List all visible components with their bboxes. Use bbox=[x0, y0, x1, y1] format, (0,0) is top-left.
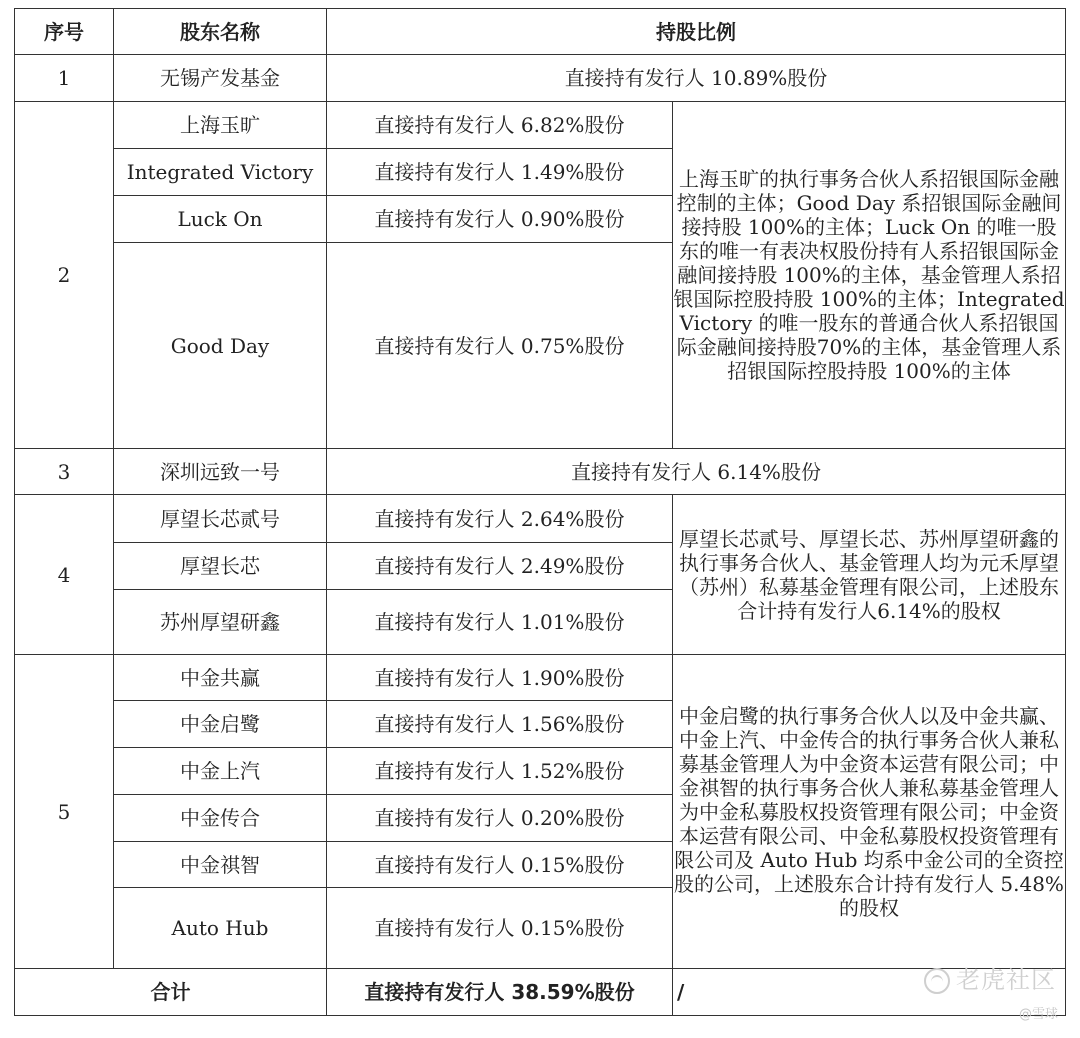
holding-ratio: 直接持有发行人 10.89%股份 bbox=[327, 55, 1066, 102]
shareholder-name: 中金启鹭 bbox=[114, 701, 327, 748]
total-note: / bbox=[673, 969, 1066, 1016]
header-ratio: 持股比例 bbox=[327, 9, 1066, 55]
group-note: 中金启鹭的执行事务合伙人以及中金共赢、中金上汽、中金传合的执行事务合伙人兼私募基金管理人为中金资本运营有限公司；中金祺智的执行事务合伙人兼私募基金管理人为中金私募股权投资管理有限公司；中金资本运营有限公司、中金私募股权投资管理有限公司及 Auto Hub 均系中金公司的全资控股的公司，上述股东合计持有发行人 5.48%的股权 bbox=[673, 655, 1066, 969]
row-no: 1 bbox=[15, 55, 114, 102]
row-no: 2 bbox=[15, 102, 114, 449]
holding-ratio: 直接持有发行人 0.75%股份 bbox=[327, 243, 673, 449]
group-note: 厚望长芯贰号、厚望长芯、苏州厚望研鑫的执行事务合伙人、基金管理人均为元禾厚望（苏州）私募基金管理有限公司，上述股东合计持有发行人6.14%的股权 bbox=[673, 495, 1066, 655]
total-label: 合计 bbox=[15, 969, 327, 1016]
header-row bbox=[15, 9, 1066, 55]
holding-ratio: 直接持有发行人 2.49%股份 bbox=[327, 543, 673, 590]
total-row bbox=[15, 969, 1066, 1016]
watermark-small: @雪球 bbox=[1018, 1007, 1058, 1022]
holding-ratio: 直接持有发行人 6.82%股份 bbox=[327, 102, 673, 149]
table-row bbox=[15, 55, 1066, 102]
shareholder-name: 中金祺智 bbox=[114, 842, 327, 888]
holding-ratio: 直接持有发行人 1.56%股份 bbox=[327, 701, 673, 748]
group-note: 上海玉旷的执行事务合伙人系招银国际金融控制的主体；Good Day 系招银国际金融间接持股 100%的主体；Luck On 的唯一股东的唯一有表决权股份持有人系招银国际金融间接持股 100%的主体，基金管理人系招银国际控股持股 100%的主体；Integrated Victory 的唯一股东的普通合伙人系招银国际金融间接持股70%的主体，基金管理人系招银国际控股持股 100%的主体 bbox=[673, 102, 1066, 449]
watermark-text: 老虎社区 bbox=[956, 966, 1056, 994]
holding-ratio: 直接持有发行人 1.49%股份 bbox=[327, 149, 673, 196]
shareholder-name: 苏州厚望研鑫 bbox=[114, 590, 327, 655]
shareholder-table bbox=[14, 8, 1066, 1016]
holding-ratio: 直接持有发行人 0.20%股份 bbox=[327, 795, 673, 842]
holding-ratio: 直接持有发行人 0.15%股份 bbox=[327, 842, 673, 888]
holding-ratio: 直接持有发行人 2.64%股份 bbox=[327, 495, 673, 543]
table-row bbox=[15, 655, 1066, 701]
watermark bbox=[924, 960, 1056, 995]
holding-ratio: 直接持有发行人 1.52%股份 bbox=[327, 748, 673, 795]
table-row bbox=[15, 102, 1066, 149]
row-no: 3 bbox=[15, 449, 114, 495]
row-no: 4 bbox=[15, 495, 114, 655]
shareholder-name: 上海玉旷 bbox=[114, 102, 327, 149]
holding-ratio: 直接持有发行人 0.15%股份 bbox=[327, 888, 673, 969]
shareholder-name: 厚望长芯 bbox=[114, 543, 327, 590]
shareholder-name: 中金上汽 bbox=[114, 748, 327, 795]
table-row bbox=[15, 495, 1066, 543]
total-ratio: 直接持有发行人 38.59%股份 bbox=[327, 969, 673, 1016]
shareholder-name: 厚望长芯贰号 bbox=[114, 495, 327, 543]
shareholder-name: Good Day bbox=[114, 243, 327, 449]
shareholder-name: 中金共赢 bbox=[114, 655, 327, 701]
shareholder-name: Auto Hub bbox=[114, 888, 327, 969]
shareholder-name: 深圳远致一号 bbox=[114, 449, 327, 495]
header-name: 股东名称 bbox=[114, 9, 327, 55]
table-row bbox=[15, 449, 1066, 495]
shareholder-name: Luck On bbox=[114, 196, 327, 243]
shareholder-name: 无锡产发基金 bbox=[114, 55, 327, 102]
row-no: 5 bbox=[15, 655, 114, 969]
holding-ratio: 直接持有发行人 6.14%股份 bbox=[327, 449, 1066, 495]
holding-ratio: 直接持有发行人 0.90%股份 bbox=[327, 196, 673, 243]
header-no: 序号 bbox=[15, 9, 114, 55]
holding-ratio: 直接持有发行人 1.90%股份 bbox=[327, 655, 673, 701]
shareholder-name: 中金传合 bbox=[114, 795, 327, 842]
tiger-logo-icon bbox=[924, 968, 950, 994]
holding-ratio: 直接持有发行人 1.01%股份 bbox=[327, 590, 673, 655]
shareholder-name: Integrated Victory bbox=[114, 149, 327, 196]
